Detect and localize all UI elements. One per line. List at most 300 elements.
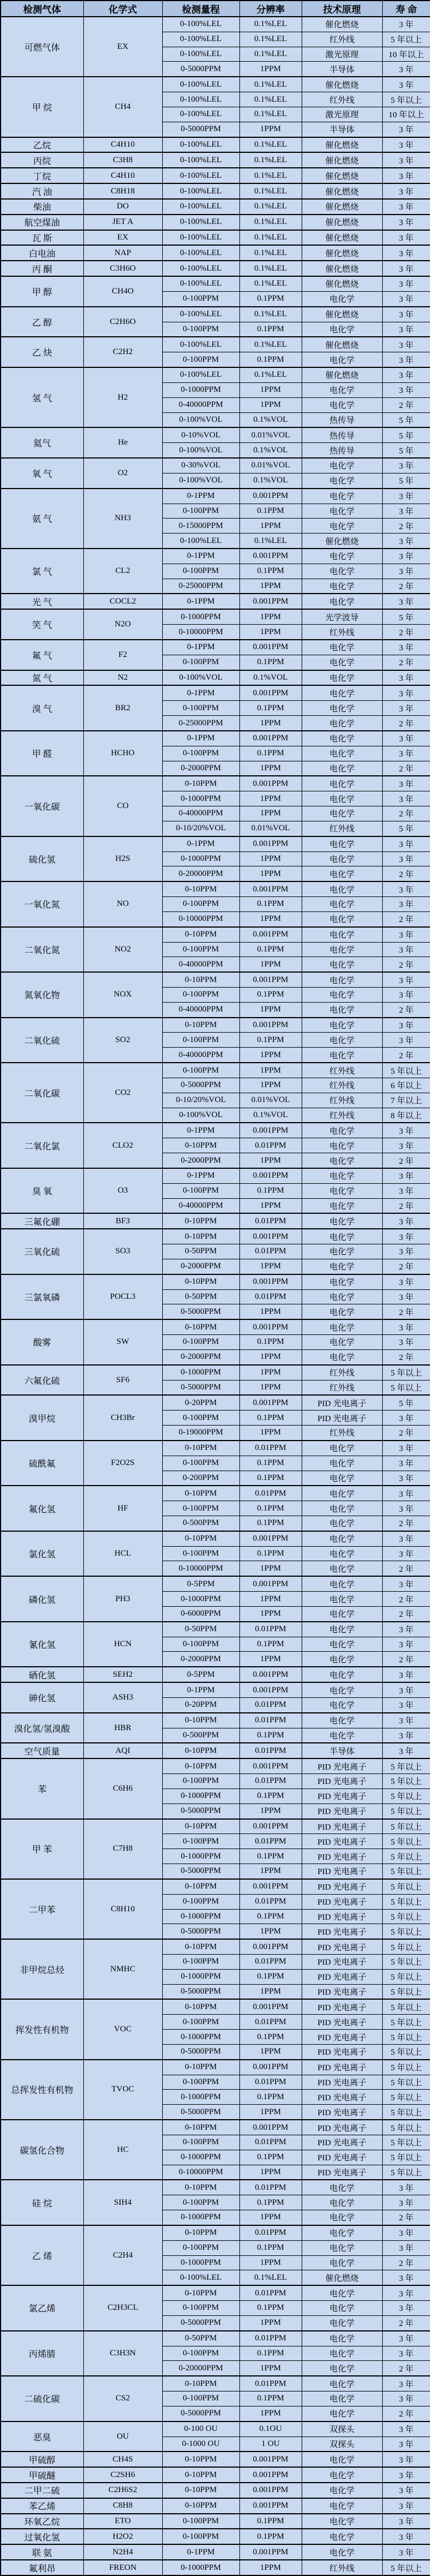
range-cell: 0-5000PPM — [162, 1304, 239, 1319]
lifespan-cell: 2 年 — [382, 866, 430, 881]
lifespan-cell: 5 年 — [382, 443, 430, 458]
range-cell: 0-100PPM — [162, 1774, 239, 1789]
formula-cell: He — [83, 427, 162, 458]
range-cell: 0-100PPM — [162, 1546, 239, 1561]
principle-cell: 电化学 — [302, 291, 382, 306]
range-cell: 0-100PPM — [162, 291, 239, 306]
lifespan-cell: 5 年以上 — [382, 2075, 430, 2090]
lifespan-cell: 2 年 — [382, 1304, 430, 1319]
range-cell: 0-10PPM — [162, 927, 239, 942]
lifespan-cell: 2 年 — [382, 1048, 430, 1063]
range-cell: 0-100PPM — [162, 2529, 239, 2544]
gas-name-cell: 白电油 — [1, 245, 83, 261]
lifespan-cell: 3 年 — [382, 2376, 430, 2391]
principle-cell: 电化学 — [302, 1335, 382, 1350]
formula-cell: C8H18 — [83, 183, 162, 199]
lifespan-cell: 3 年 — [382, 1486, 430, 1501]
formula-cell: O2 — [83, 458, 162, 489]
lifespan-cell: 3 年 — [382, 1441, 430, 1456]
formula-cell: CH4S — [83, 2452, 162, 2467]
principle-cell: 电化学 — [302, 549, 382, 564]
principle-cell: PID 光电离子 — [302, 1788, 382, 1803]
principle-cell: 电化学 — [302, 1033, 382, 1048]
table-row — [1, 458, 430, 473]
resolution-cell: 1PPM — [239, 1048, 302, 1063]
formula-cell: H2 — [83, 367, 162, 427]
resolution-cell: 1PPM — [239, 609, 302, 624]
resolution-cell: 0.001PPM — [239, 731, 302, 746]
principle-cell: PID 光电离子 — [302, 1879, 382, 1894]
range-cell: 0-100%LEL — [162, 47, 239, 62]
range-cell: 0-100PPM — [162, 2346, 239, 2361]
lifespan-cell: 3 年 — [382, 1335, 430, 1350]
lifespan-cell: 2 年 — [382, 1426, 430, 1441]
lifespan-cell: 3 年 — [382, 215, 430, 230]
gas-name-cell: 丙烯腈 — [1, 2331, 83, 2376]
gas-name-cell: 丁烷 — [1, 168, 83, 183]
lifespan-cell: 2 年 — [382, 1002, 430, 1017]
lifespan-cell: 5 年以上 — [382, 1955, 430, 1970]
range-cell: 0-1PPM — [162, 594, 239, 609]
range-cell: 0-2000PPM — [162, 1259, 239, 1274]
principle-cell: 电化学 — [302, 851, 382, 866]
principle-cell: PID 光电离子 — [302, 1924, 382, 1939]
lifespan-cell: 5 年以上 — [382, 1984, 430, 1999]
principle-cell: 电化学 — [302, 504, 382, 519]
resolution-cell: 0.1%LEL — [239, 32, 302, 47]
resolution-cell: 0.001PPM — [239, 1018, 302, 1033]
table-row — [1, 230, 430, 246]
lifespan-cell: 3 年 — [382, 534, 430, 549]
lifespan-cell: 3 年 — [382, 2529, 430, 2544]
resolution-cell: 1 OU — [239, 2437, 302, 2452]
lifespan-cell: 3 年 — [382, 322, 430, 337]
principle-cell: PID 光电离子 — [302, 1909, 382, 1924]
principle-cell: 电化学 — [302, 1153, 382, 1168]
gas-name-cell: 乙 醇 — [1, 307, 83, 337]
lifespan-cell: 3 年 — [382, 927, 430, 942]
table-row — [1, 972, 430, 987]
range-cell: 0-100%LEL — [162, 307, 239, 322]
gas-name-cell: 恶臭 — [1, 2421, 83, 2452]
range-cell: 0-1PPM — [162, 685, 239, 700]
table-row — [1, 1879, 430, 1894]
principle-cell: 电化学 — [302, 489, 382, 504]
formula-cell: BR2 — [83, 685, 162, 730]
range-cell: 0-100%LEL — [162, 183, 239, 199]
formula-cell: SO2 — [83, 1018, 162, 1063]
gas-name-cell: 氦气 — [1, 427, 83, 458]
principle-cell: 红外线 — [302, 2560, 382, 2575]
lifespan-cell: 10 年以上 — [382, 47, 430, 62]
range-cell: 0-5000PPM — [162, 122, 239, 137]
principle-cell: PID 光电离子 — [302, 1969, 382, 1984]
resolution-cell: 1PPM — [239, 2361, 302, 2376]
resolution-cell: 1PPM — [239, 1063, 302, 1078]
principle-cell: PID 光电离子 — [302, 2165, 382, 2180]
range-cell: 0-10PPM — [162, 2467, 239, 2483]
principle-cell: 电化学 — [302, 2406, 382, 2421]
range-cell: 0-2000PPM — [162, 761, 239, 776]
gas-name-cell: 甲硫醇 — [1, 2452, 83, 2467]
range-cell: 0-1000PPM — [162, 609, 239, 624]
range-cell: 0-100%LEL — [162, 168, 239, 183]
table-row — [1, 2060, 430, 2075]
lifespan-cell: 2 年 — [382, 2406, 430, 2421]
principle-cell: 电化学 — [302, 1259, 382, 1274]
lifespan-cell: 2 年 — [382, 2315, 430, 2330]
formula-cell: F2O2S — [83, 1441, 162, 1486]
lifespan-cell: 3 年 — [382, 549, 430, 564]
lifespan-cell: 3 年 — [382, 685, 430, 700]
gas-name-cell: 二氧化氯 — [1, 1123, 83, 1168]
range-cell: 0-5000PPM — [162, 1803, 239, 1818]
range-cell: 0-100%VOL — [162, 412, 239, 427]
formula-cell: PH3 — [83, 1576, 162, 1621]
resolution-cell: 1PPM — [239, 1259, 302, 1274]
lifespan-cell: 5 年以上 — [382, 1063, 430, 1078]
resolution-cell: 0.1PPM — [239, 897, 302, 912]
principle-cell: 红外线 — [302, 32, 382, 47]
range-cell: 0-10PPM — [162, 1743, 239, 1758]
principle-cell: PID 光电离子 — [302, 2120, 382, 2135]
principle-cell: 电化学 — [302, 564, 382, 579]
formula-cell: C6H6 — [83, 1758, 162, 1818]
lifespan-cell: 3 年 — [382, 352, 430, 367]
range-cell: 0-20PPM — [162, 1697, 239, 1712]
principle-cell: 催化燃烧 — [302, 276, 382, 291]
resolution-cell: 1PPM — [239, 1153, 302, 1168]
principle-cell: PID 光电离子 — [302, 1774, 382, 1789]
lifespan-cell: 3 年 — [382, 776, 430, 791]
range-cell: 0-1PPM — [162, 2544, 239, 2560]
resolution-cell: 0.001PPM — [239, 1123, 302, 1138]
range-cell: 0-40000PPM — [162, 397, 239, 412]
table-row — [1, 609, 430, 624]
principle-cell: 电化学 — [302, 685, 382, 700]
range-cell: 0-40000PPM — [162, 1048, 239, 1063]
formula-cell: C2SH6 — [83, 2467, 162, 2483]
formula-cell: C2H2 — [83, 337, 162, 367]
gas-name-cell: 六氟化硫 — [1, 1365, 83, 1396]
principle-cell: 电化学 — [302, 881, 382, 896]
gas-name-cell: 二甲苯 — [1, 1879, 83, 1939]
principle-cell: PID 光电离子 — [302, 2150, 382, 2165]
lifespan-cell: 5 年 — [382, 821, 430, 836]
range-cell: 0-100PPM — [162, 2391, 239, 2406]
lifespan-cell: 3 年 — [382, 564, 430, 579]
lifespan-cell: 3 年 — [382, 2467, 430, 2483]
resolution-cell: 0.1OU — [239, 2421, 302, 2437]
principle-cell: 电化学 — [302, 1319, 382, 1334]
resolution-cell: 1PPM — [239, 1561, 302, 1576]
principle-cell: 电化学 — [302, 2544, 382, 2560]
lifespan-cell: 2 年 — [382, 1561, 430, 1576]
lifespan-cell: 3 年 — [382, 1546, 430, 1561]
lifespan-cell: 5 年以上 — [382, 2060, 430, 2075]
range-cell: 0-100PPM — [162, 504, 239, 519]
gas-name-cell: 氯乙烯 — [1, 2285, 83, 2330]
range-cell: 0-5000PPM — [162, 62, 239, 77]
lifespan-cell: 3 年 — [382, 2225, 430, 2240]
principle-cell: 电化学 — [302, 594, 382, 609]
principle-cell: 电化学 — [302, 2467, 382, 2483]
resolution-cell: 0.1PPM — [239, 2346, 302, 2361]
lifespan-cell: 3 年 — [382, 137, 430, 153]
resolution-cell: 1PPM — [239, 866, 302, 881]
range-cell: 0-1000PPM — [162, 1909, 239, 1924]
range-cell: 0-100%VOL — [162, 1108, 239, 1123]
principle-cell: 电化学 — [302, 746, 382, 761]
resolution-cell: 0.001PPM — [239, 549, 302, 564]
range-cell: 0-100PPM — [162, 942, 239, 957]
resolution-cell: 0.1%LEL — [239, 183, 302, 199]
resolution-cell: 0.001PPM — [239, 685, 302, 700]
table-row — [1, 836, 430, 851]
resolution-cell: 0.001PPM — [239, 2483, 302, 2498]
lifespan-cell: 3 年 — [382, 77, 430, 92]
resolution-cell: 0.01PPM — [239, 2285, 302, 2300]
lifespan-cell: 3 年 — [382, 1456, 430, 1471]
resolution-cell: 0.1%LEL — [239, 152, 302, 168]
gas-name-cell: 可燃气体 — [1, 17, 83, 77]
resolution-cell: 0.1%LEL — [239, 17, 302, 32]
resolution-cell: 1PPM — [239, 1304, 302, 1319]
gas-table-body — [1, 17, 430, 2575]
principle-cell: PID 光电离子 — [302, 1999, 382, 2014]
lifespan-cell: 5 年 — [382, 609, 430, 624]
table-row — [1, 2529, 430, 2544]
lifespan-cell: 3 年 — [382, 988, 430, 1003]
formula-cell: OU — [83, 2421, 162, 2452]
principle-cell: 电化学 — [302, 927, 382, 942]
principle-cell: PID 光电离子 — [302, 1984, 382, 1999]
principle-cell: 电化学 — [302, 1606, 382, 1621]
range-cell: 0-15000PPM — [162, 519, 239, 534]
range-cell: 0-10PPM — [162, 1213, 239, 1229]
table-row — [1, 1939, 430, 1954]
resolution-cell: 0.1PPM — [239, 1335, 302, 1350]
gas-name-cell: 过氧化氢 — [1, 2529, 83, 2544]
lifespan-cell: 5 年以上 — [382, 1864, 430, 1879]
principle-cell: 电化学 — [302, 1546, 382, 1561]
col-header-gas: 检测气体 — [1, 1, 83, 17]
range-cell: 0-10PPM — [162, 1274, 239, 1289]
principle-cell: 电化学 — [302, 716, 382, 731]
range-cell: 0-200PPM — [162, 1471, 239, 1486]
principle-cell: PID 光电离子 — [302, 1758, 382, 1773]
range-cell: 0-100%LEL — [162, 230, 239, 246]
resolution-cell: 1PPM — [239, 2255, 302, 2270]
range-cell: 0-40000PPM — [162, 1002, 239, 1017]
resolution-cell: 0.001PPM — [239, 2120, 302, 2135]
range-cell: 0-10PPM — [162, 1939, 239, 1954]
formula-cell: CS2 — [83, 2376, 162, 2421]
lifespan-cell: 7 年以上 — [382, 1093, 430, 1108]
principle-cell: PID 光电离子 — [302, 2135, 382, 2150]
lifespan-cell: 5 年以上 — [382, 92, 430, 107]
principle-cell: 电化学 — [302, 1229, 382, 1244]
principle-cell: 电化学 — [302, 1018, 382, 1033]
lifespan-cell: 3 年 — [382, 2421, 430, 2437]
formula-cell: CO2 — [83, 1063, 162, 1123]
lifespan-cell: 5 年以上 — [382, 1380, 430, 1395]
resolution-cell: 0.01PPM — [239, 2075, 302, 2090]
gas-name-cell: 溴甲烷 — [1, 1395, 83, 1440]
resolution-cell: 1PPM — [239, 761, 302, 776]
range-cell: 0-1000PPM — [162, 382, 239, 397]
table-row — [1, 1213, 430, 1229]
principle-cell: 电化学 — [302, 1289, 382, 1304]
resolution-cell: 0.001PPM — [239, 1819, 302, 1834]
range-cell: 0-100%LEL — [162, 152, 239, 168]
lifespan-cell: 2 年 — [382, 655, 430, 670]
principle-cell: 半导体 — [302, 1743, 382, 1758]
range-cell: 0-100%LEL — [162, 276, 239, 291]
table-row — [1, 1758, 430, 1773]
resolution-cell: 1PPM — [239, 579, 302, 594]
principle-cell: 电化学 — [302, 397, 382, 412]
lifespan-cell: 3 年 — [382, 1471, 430, 1486]
range-cell: 0-100%LEL — [162, 534, 239, 549]
principle-cell: 双探头 — [302, 2437, 382, 2452]
principle-cell: 光学波导 — [302, 609, 382, 624]
gas-name-cell: 空气质量 — [1, 1743, 83, 1758]
resolution-cell: 1PPM — [239, 1365, 302, 1380]
resolution-cell: 0.1%LEL — [239, 215, 302, 230]
gas-name-cell: 氮氧化物 — [1, 972, 83, 1017]
range-cell: 0-10PPM — [162, 1229, 239, 1244]
lifespan-cell: 2 年 — [382, 2255, 430, 2270]
formula-cell: CL2 — [83, 549, 162, 594]
principle-cell: 电化学 — [302, 1667, 382, 1682]
col-header-principle: 技术原理 — [302, 1, 382, 17]
table-row — [1, 1576, 430, 1591]
range-cell: 0-100PPM — [162, 2514, 239, 2529]
range-cell: 0-100%LEL — [162, 199, 239, 215]
gas-name-cell: 瓦 斯 — [1, 230, 83, 246]
lifespan-cell: 5 年以上 — [382, 1999, 430, 2014]
table-row — [1, 881, 430, 896]
principle-cell: 电化学 — [302, 1002, 382, 1017]
range-cell: 0-10PPM — [162, 2285, 239, 2300]
lifespan-cell: 3 年 — [382, 1743, 430, 1758]
gas-name-cell: 硫酰氟 — [1, 1441, 83, 1486]
range-cell: 0-10000PPM — [162, 1561, 239, 1576]
range-cell: 0-100PPM — [162, 746, 239, 761]
gas-name-cell: 二硫化碳 — [1, 2376, 83, 2421]
range-cell: 0-100PPM — [162, 322, 239, 337]
table-row — [1, 2331, 430, 2346]
principle-cell: 电化学 — [302, 1198, 382, 1213]
lifespan-cell: 3 年 — [382, 1244, 430, 1259]
gas-name-cell: 丙烷 — [1, 152, 83, 168]
lifespan-cell: 3 年 — [382, 382, 430, 397]
formula-cell: C4H10 — [83, 137, 162, 153]
principle-cell: 电化学 — [302, 1244, 382, 1259]
principle-cell: 催化燃烧 — [302, 261, 382, 276]
range-cell: 0-2000PPM — [162, 1652, 239, 1667]
table-row — [1, 1063, 430, 1078]
gas-name-cell: 氧 气 — [1, 458, 83, 489]
principle-cell: 电化学 — [302, 1637, 382, 1652]
resolution-cell: 0.01%VOL — [239, 821, 302, 836]
gas-name-cell: 溴 气 — [1, 685, 83, 730]
range-cell: 0-5000PPM — [162, 2406, 239, 2421]
formula-cell: SIH4 — [83, 2180, 162, 2225]
table-row — [1, 1229, 430, 1244]
resolution-cell: 1PPM — [239, 957, 302, 972]
range-cell: 0-10PPM — [162, 1819, 239, 1834]
range-cell: 0-100PPM — [162, 2135, 239, 2150]
gas-name-cell: 挥发性有机物 — [1, 1999, 83, 2059]
resolution-cell: 0.001PPM — [239, 489, 302, 504]
table-row — [1, 927, 430, 942]
resolution-cell: 0.01PPM — [239, 1697, 302, 1712]
lifespan-cell: 3 年 — [382, 1138, 430, 1153]
resolution-cell: 0.001PPM — [239, 1168, 302, 1183]
range-cell: 0-100%VOL — [162, 670, 239, 686]
lifespan-cell: 5 年 — [382, 473, 430, 488]
lifespan-cell: 3 年 — [382, 337, 430, 352]
gas-name-cell: 氨 气 — [1, 489, 83, 549]
lifespan-cell: 3 年 — [382, 897, 430, 912]
table-row — [1, 594, 430, 609]
principle-cell: 电化学 — [302, 1501, 382, 1516]
range-cell: 0-10000PPM — [162, 2165, 239, 2180]
principle-cell: 电化学 — [302, 1274, 382, 1289]
range-cell: 0-1PPM — [162, 1168, 239, 1183]
resolution-cell: 0.1%LEL — [239, 276, 302, 291]
principle-cell: 电化学 — [302, 1576, 382, 1591]
lifespan-cell: 5 年以上 — [382, 2105, 430, 2120]
resolution-cell: 0.01PPM — [239, 2225, 302, 2240]
formula-cell: ASH3 — [83, 1682, 162, 1713]
gas-name-cell: 二氧化碳 — [1, 1063, 83, 1123]
principle-cell: 电化学 — [302, 1441, 382, 1456]
principle-cell: PID 光电离子 — [302, 1955, 382, 1970]
resolution-cell: 1PPM — [239, 1426, 302, 1441]
lifespan-cell: 3 年 — [382, 276, 430, 291]
lifespan-cell: 3 年 — [382, 122, 430, 137]
principle-cell: 电化学 — [302, 519, 382, 534]
principle-cell: 电化学 — [302, 2452, 382, 2467]
table-row — [1, 1123, 430, 1138]
principle-cell: 电化学 — [302, 1471, 382, 1486]
range-cell: 0-100 OU — [162, 2421, 239, 2437]
lifespan-cell: 3 年 — [382, 1168, 430, 1183]
range-cell: 0-100%LEL — [162, 337, 239, 352]
lifespan-cell: 3 年 — [382, 1213, 430, 1229]
lifespan-cell: 3 年 — [382, 1018, 430, 1033]
range-cell: 0-10%VOL — [162, 427, 239, 442]
resolution-cell: 0.1PPM — [239, 655, 302, 670]
range-cell: 0-50PPM — [162, 1289, 239, 1304]
gas-name-cell: 光 气 — [1, 594, 83, 609]
resolution-cell: 0.01PPM — [239, 1441, 302, 1456]
formula-cell: C8H8 — [83, 2498, 162, 2514]
formula-cell: C7H8 — [83, 1819, 162, 1879]
lifespan-cell: 3 年 — [382, 1576, 430, 1591]
range-cell: 0-10PPM — [162, 1486, 239, 1501]
resolution-cell: 0.1PPM — [239, 701, 302, 716]
resolution-cell: 0.001PPM — [239, 2544, 302, 2560]
formula-cell: F2 — [83, 640, 162, 670]
col-header-formula: 化学式 — [83, 1, 162, 17]
lifespan-cell: 5 年以上 — [382, 2015, 430, 2030]
gas-name-cell: 乙 炔 — [1, 337, 83, 367]
lifespan-cell: 3 年 — [382, 291, 430, 306]
